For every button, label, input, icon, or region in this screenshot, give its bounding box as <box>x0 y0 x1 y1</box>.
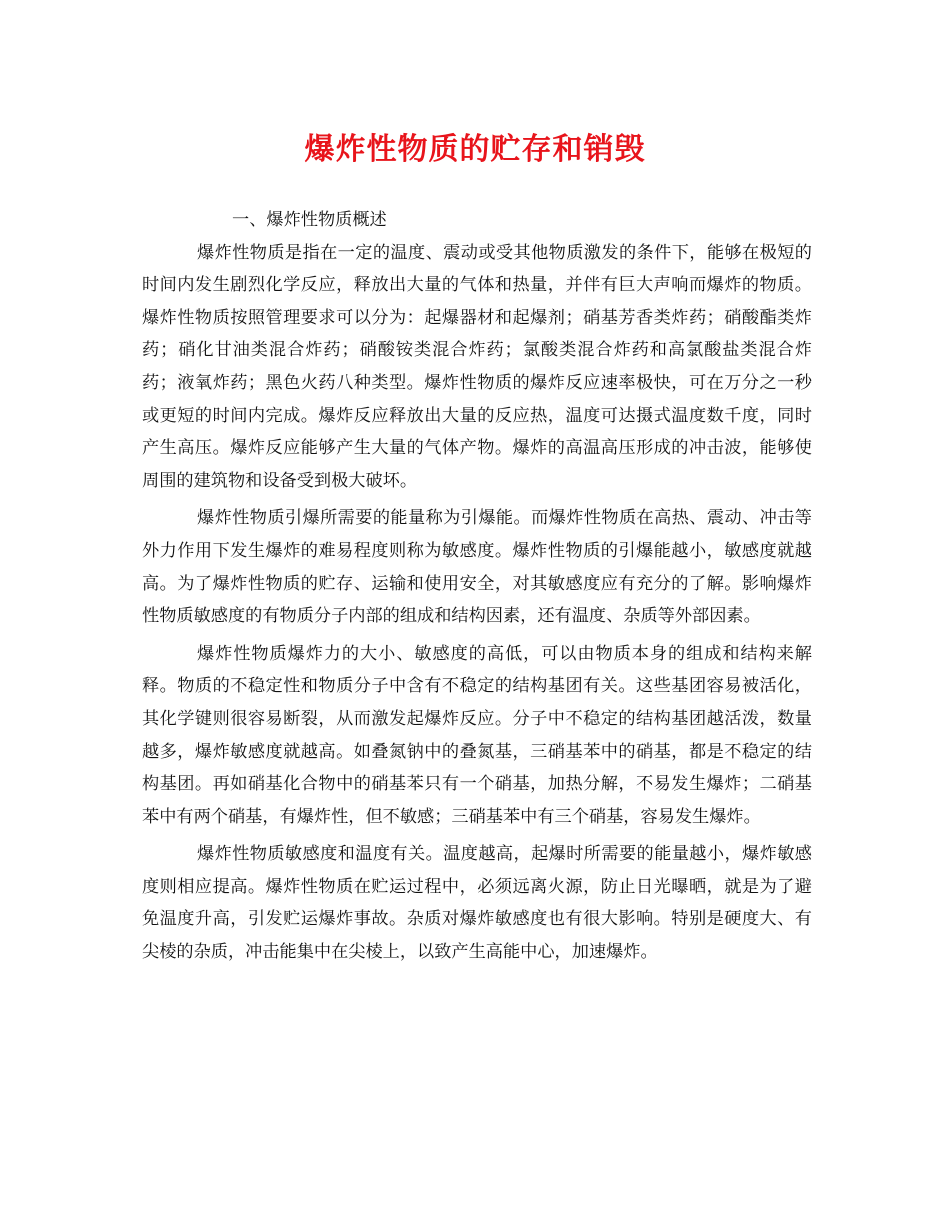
paragraph-1: 爆炸性物质是指在一定的温度、震动或受其他物质激发的条件下，能够在极短的时间内发生剧烈化学反应，释放出大量的气体和热量，并伴有巨大声响而爆炸的物质。爆炸性物质按照管理要求可以分为：起爆器材和起爆剂；硝基芳香类炸药；硝酸酯类炸药；硝化甘油类混合炸药；硝酸铵类混合炸药；氯酸类混合炸药和高氯酸盐类混合炸药；液氧炸药；黑色火药八种类型。爆炸性物质的爆炸反应速率极快，可在万分之一秒或更短的时间内完成。爆炸反应释放出大量的反应热，温度可达摄式温度数千度，同时产生高压。爆炸反应能够产生大量的气体产物。爆炸的高温高压形成的冲击波，能够使周围的建筑物和设备受到极大破坏。 <box>142 242 812 491</box>
section-heading: 一、爆炸性物质概述 <box>232 210 387 230</box>
paragraph-3: 爆炸性物质爆炸力的大小、敏感度的高低，可以由物质本身的组成和结构来解释。物质的不稳定性和物质分子中含有不稳定的结构基团有关。这些基团容易被活化，其化学键则很容易断裂，从而激发起爆炸反应。分子中不稳定的结构基团越活泼，数量越多，爆炸敏感度就越高。如叠氮钠中的叠氮基，三硝基苯中的硝基，都是不稳定的结构基团。再如硝基化合物中的硝基苯只有一个硝基，加热分解，不易发生爆炸；二硝基苯中有两个硝基，有爆炸性，但不敏感；三硝基苯中有三个硝基，容易发生爆炸。 <box>142 643 812 827</box>
paragraph-4: 爆炸性物质敏感度和温度有关。温度越高，起爆时所需要的能量越小，爆炸敏感度则相应提高。爆炸性物质在贮运过程中，必须远离火源，防止日光曝晒，就是为了避免温度升高，引发贮运爆炸事故。杂质对爆炸敏感度也有很大影响。特别是硬度大、有尖棱的杂质，冲击能集中在尖棱上，以致产生高能中心，加速爆炸。 <box>142 844 812 963</box>
document-body <box>142 204 812 974</box>
paragraph-2: 爆炸性物质引爆所需要的能量称为引爆能。而爆炸性物质在高热、震动、冲击等外力作用下发生爆炸的难易程度则称为敏感度。爆炸性物质的引爆能越小，敏感度就越高。为了爆炸性物质的贮存、运输和使用安全，对其敏感度应有充分的了解。影响爆炸性物质敏感度的有物质分子内部的组成和结构因素，还有温度、杂质等外部因素。 <box>142 508 812 627</box>
document-title: 爆炸性物质的贮存和销毁 <box>304 132 646 167</box>
